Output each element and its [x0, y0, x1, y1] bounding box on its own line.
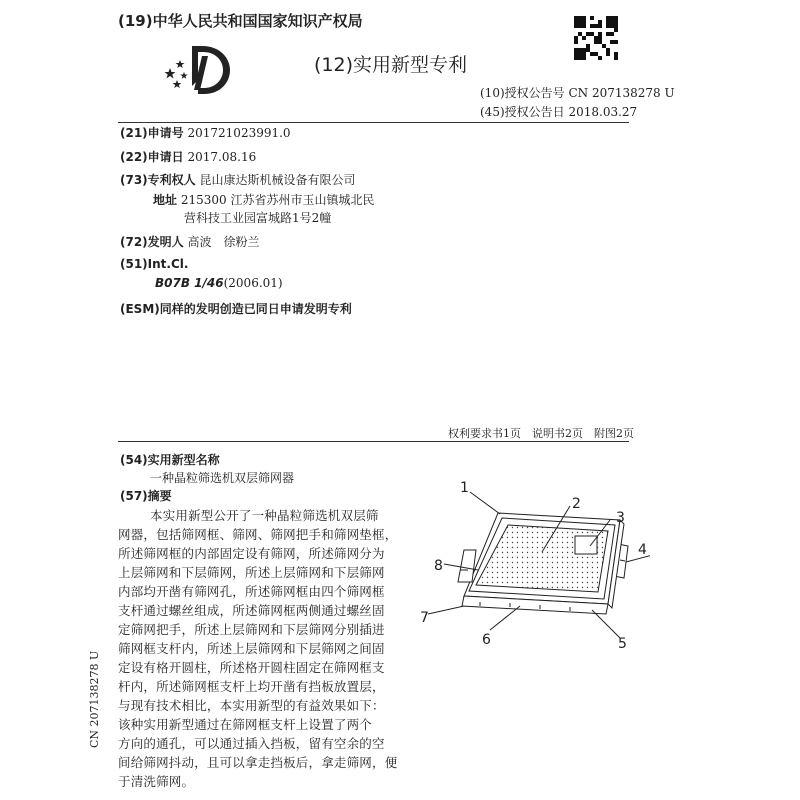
cnipa-logo: [162, 40, 234, 98]
patent-holder: (73)专利权人 昆山康达斯机械设备有限公司: [120, 173, 356, 187]
cnipa-logo-icon: [162, 40, 234, 98]
figure-label: 6: [482, 632, 491, 648]
abstract-line: 定设有格开圆柱，所述格开圆柱固定在筛网框支: [118, 660, 385, 675]
esm-note: (ESM)同样的发明创造已同日申请发明专利: [120, 302, 352, 316]
abstract-line: 方向的通孔，可以通过插入挡板，留有空余的空: [118, 736, 385, 751]
figure-label: 8: [434, 558, 443, 574]
figure-label: 3: [616, 510, 625, 526]
publication-date: (45)授权公告日 2018.03.27: [480, 105, 638, 119]
figure-label: 5: [618, 636, 627, 650]
abstract-figure: [420, 480, 650, 650]
abstract-line: 所述筛网框的内部固定设有筛网，所述筛网分为: [118, 546, 385, 561]
pages-divider: [118, 441, 629, 442]
application-date: (22)申请日 2017.08.16: [120, 150, 257, 164]
header-divider: [118, 122, 629, 123]
utility-model-title-label: (54)实用新型名称: [120, 453, 220, 467]
abstract-line: 上层筛网和下层筛网，所述上层筛网和下层筛网: [118, 565, 385, 580]
abstract-line: 本实用新型公开了一种晶粒筛选机双层筛: [150, 508, 379, 523]
document-type: (12)实用新型专利: [314, 54, 468, 76]
abstract-line: 间给筛网抖动，且可以拿走挡板后，拿走筛网，便: [118, 755, 398, 770]
abstract-line: 该种实用新型通过在筛网框支杆上设置了两个: [118, 717, 373, 732]
abstract-label: (57)摘要: [120, 489, 172, 503]
holder-address: 地址 215300 江苏省苏州市玉山镇城北民: [153, 193, 375, 207]
figure-label: 4: [638, 542, 647, 558]
qr-code: [574, 16, 618, 60]
screen-mesh-figure: [420, 480, 650, 650]
abstract-line: 与现有技术相比，本实用新型的有益效果如下：: [118, 698, 385, 713]
figure-label: 7: [420, 610, 429, 626]
application-number: (21)申请号 201721023991.0: [120, 126, 291, 140]
side-publication-number: CN 207138278 U: [88, 650, 101, 748]
pages-info: 权利要求书1页 说明书2页 附图2页: [448, 427, 634, 440]
abstract-line: 内部均开凿有筛网孔，所述筛网框由四个筛网框: [118, 584, 385, 599]
abstract-line: 筛网框支杆内，所述上层筛网和下层筛网之间固: [118, 641, 385, 656]
holder-address-line2: 营科技工业园富城路1号2幢: [184, 211, 332, 225]
abstract-line: 定筛网把手，所述上层筛网和下层筛网分别插进: [118, 622, 385, 637]
abstract-line: 于清洗筛网。: [118, 774, 195, 789]
intcl-classification: B07B 1/46(2006.01): [155, 276, 283, 290]
publication-number: (10)授权公告号 CN 207138278 U: [480, 86, 675, 100]
figure-label: 1: [460, 480, 469, 496]
utility-model-title: 一种晶粒筛选机双层筛网器: [150, 471, 295, 485]
figure-label: 2: [572, 496, 581, 512]
inventors: (72)发明人 高波 徐粉兰: [120, 235, 260, 249]
abstract-line: 网器，包括筛网框、筛网、筛网把手和筛网垫框，: [118, 527, 398, 542]
qr-code-icon: [574, 16, 618, 60]
abstract-line: 支杆通过螺丝组成，所述筛网框两侧通过螺丝固: [118, 603, 385, 618]
abstract-line: 杆内，所述筛网框支杆上均开凿有挡板放置层，: [118, 679, 385, 694]
intcl-label: (51)Int.Cl.: [120, 257, 189, 271]
issuing-office: (19)中华人民共和国国家知识产权局: [118, 12, 363, 30]
